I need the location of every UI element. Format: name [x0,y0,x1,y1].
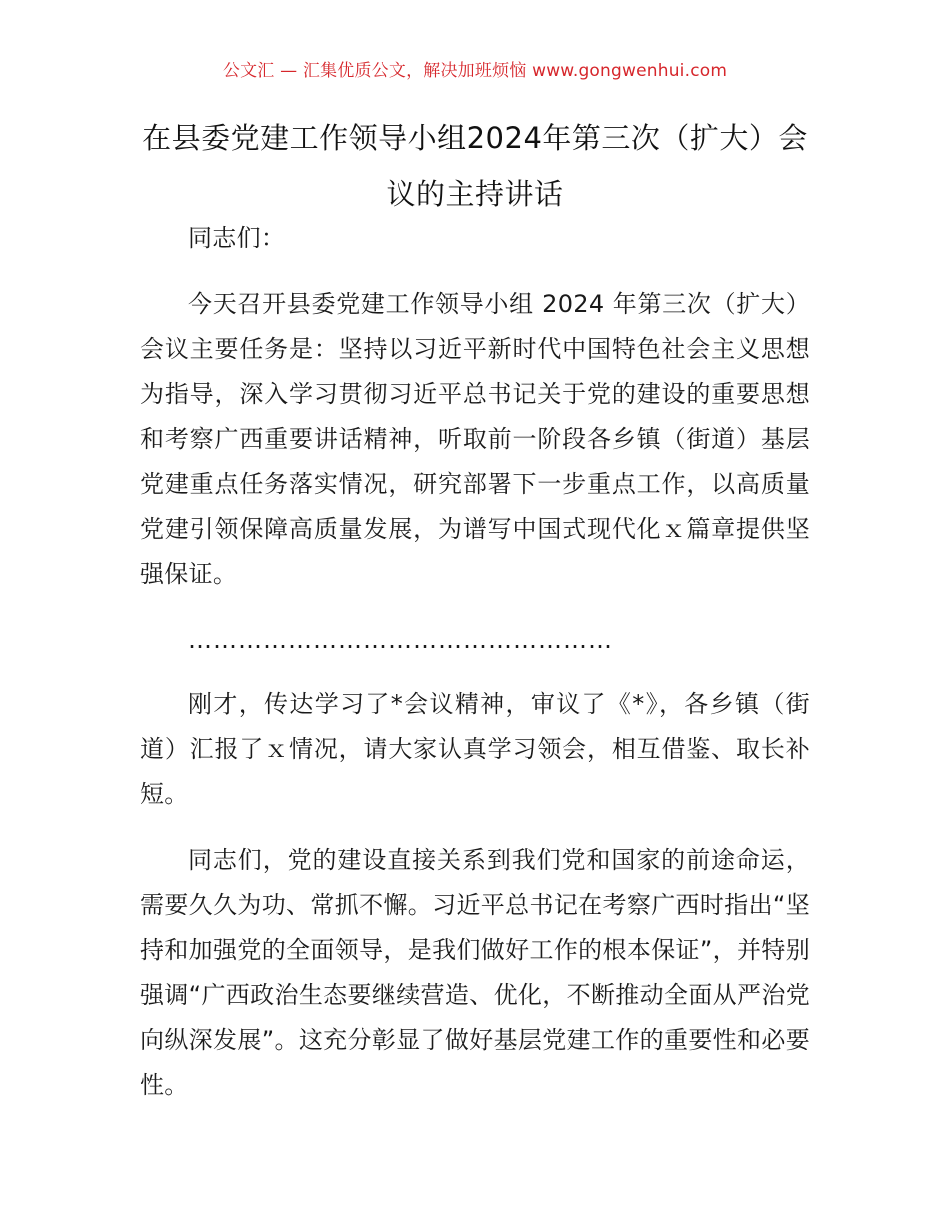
salutation: 同志们： [188,224,286,252]
document-title: 在县委党建工作领导小组2024年第三次（扩大）会议的主持讲话 [142,121,808,211]
paragraph-importance: 同志们，党的建设直接关系到我们党和国家的前途命运，需要久久为功、常抓不懈。习近平总书记在考察广西时指出“坚持和加强党的全面领导，是我们做好工作的根本保证”，并特别强调“广西政治生态要继续营造、优化，不断推动全面从严治党向纵深发展”。这充分彰显了做好基层党建工作的重要性和必要性。 [140,846,810,1099]
document-body [140,216,810,1129]
header-banner[interactable]: 公文汇 — 汇集优质公文，解决加班烦恼 www.gongwenhui.com [222,61,728,81]
paragraph-meeting-tasks: 今天召开县委党建工作领导小组 2024 年第三次（扩大）会议主要任务是：坚持以习近平新时代中国特色社会主义思想为指导，深入学习贯彻习近平总书记关于党的建设的重要思想和考察广西重要讲话精神，听取前一阶段各乡镇（街道）基层党建重点任务落实情况，研究部署下一步重点工作，以高质量党建引领保障高质量发展，为谱写中国式现代化ｘ篇章提供坚强保证。 [140,290,810,588]
ellipsis-separator: …………………………………………… [188,626,613,654]
paragraph-review: 刚才，传达学习了*会议精神，审议了《*》，各乡镇（街道）汇报了ｘ情况，请大家认真学习领会，相互借鉴、取长补短。 [140,690,810,808]
